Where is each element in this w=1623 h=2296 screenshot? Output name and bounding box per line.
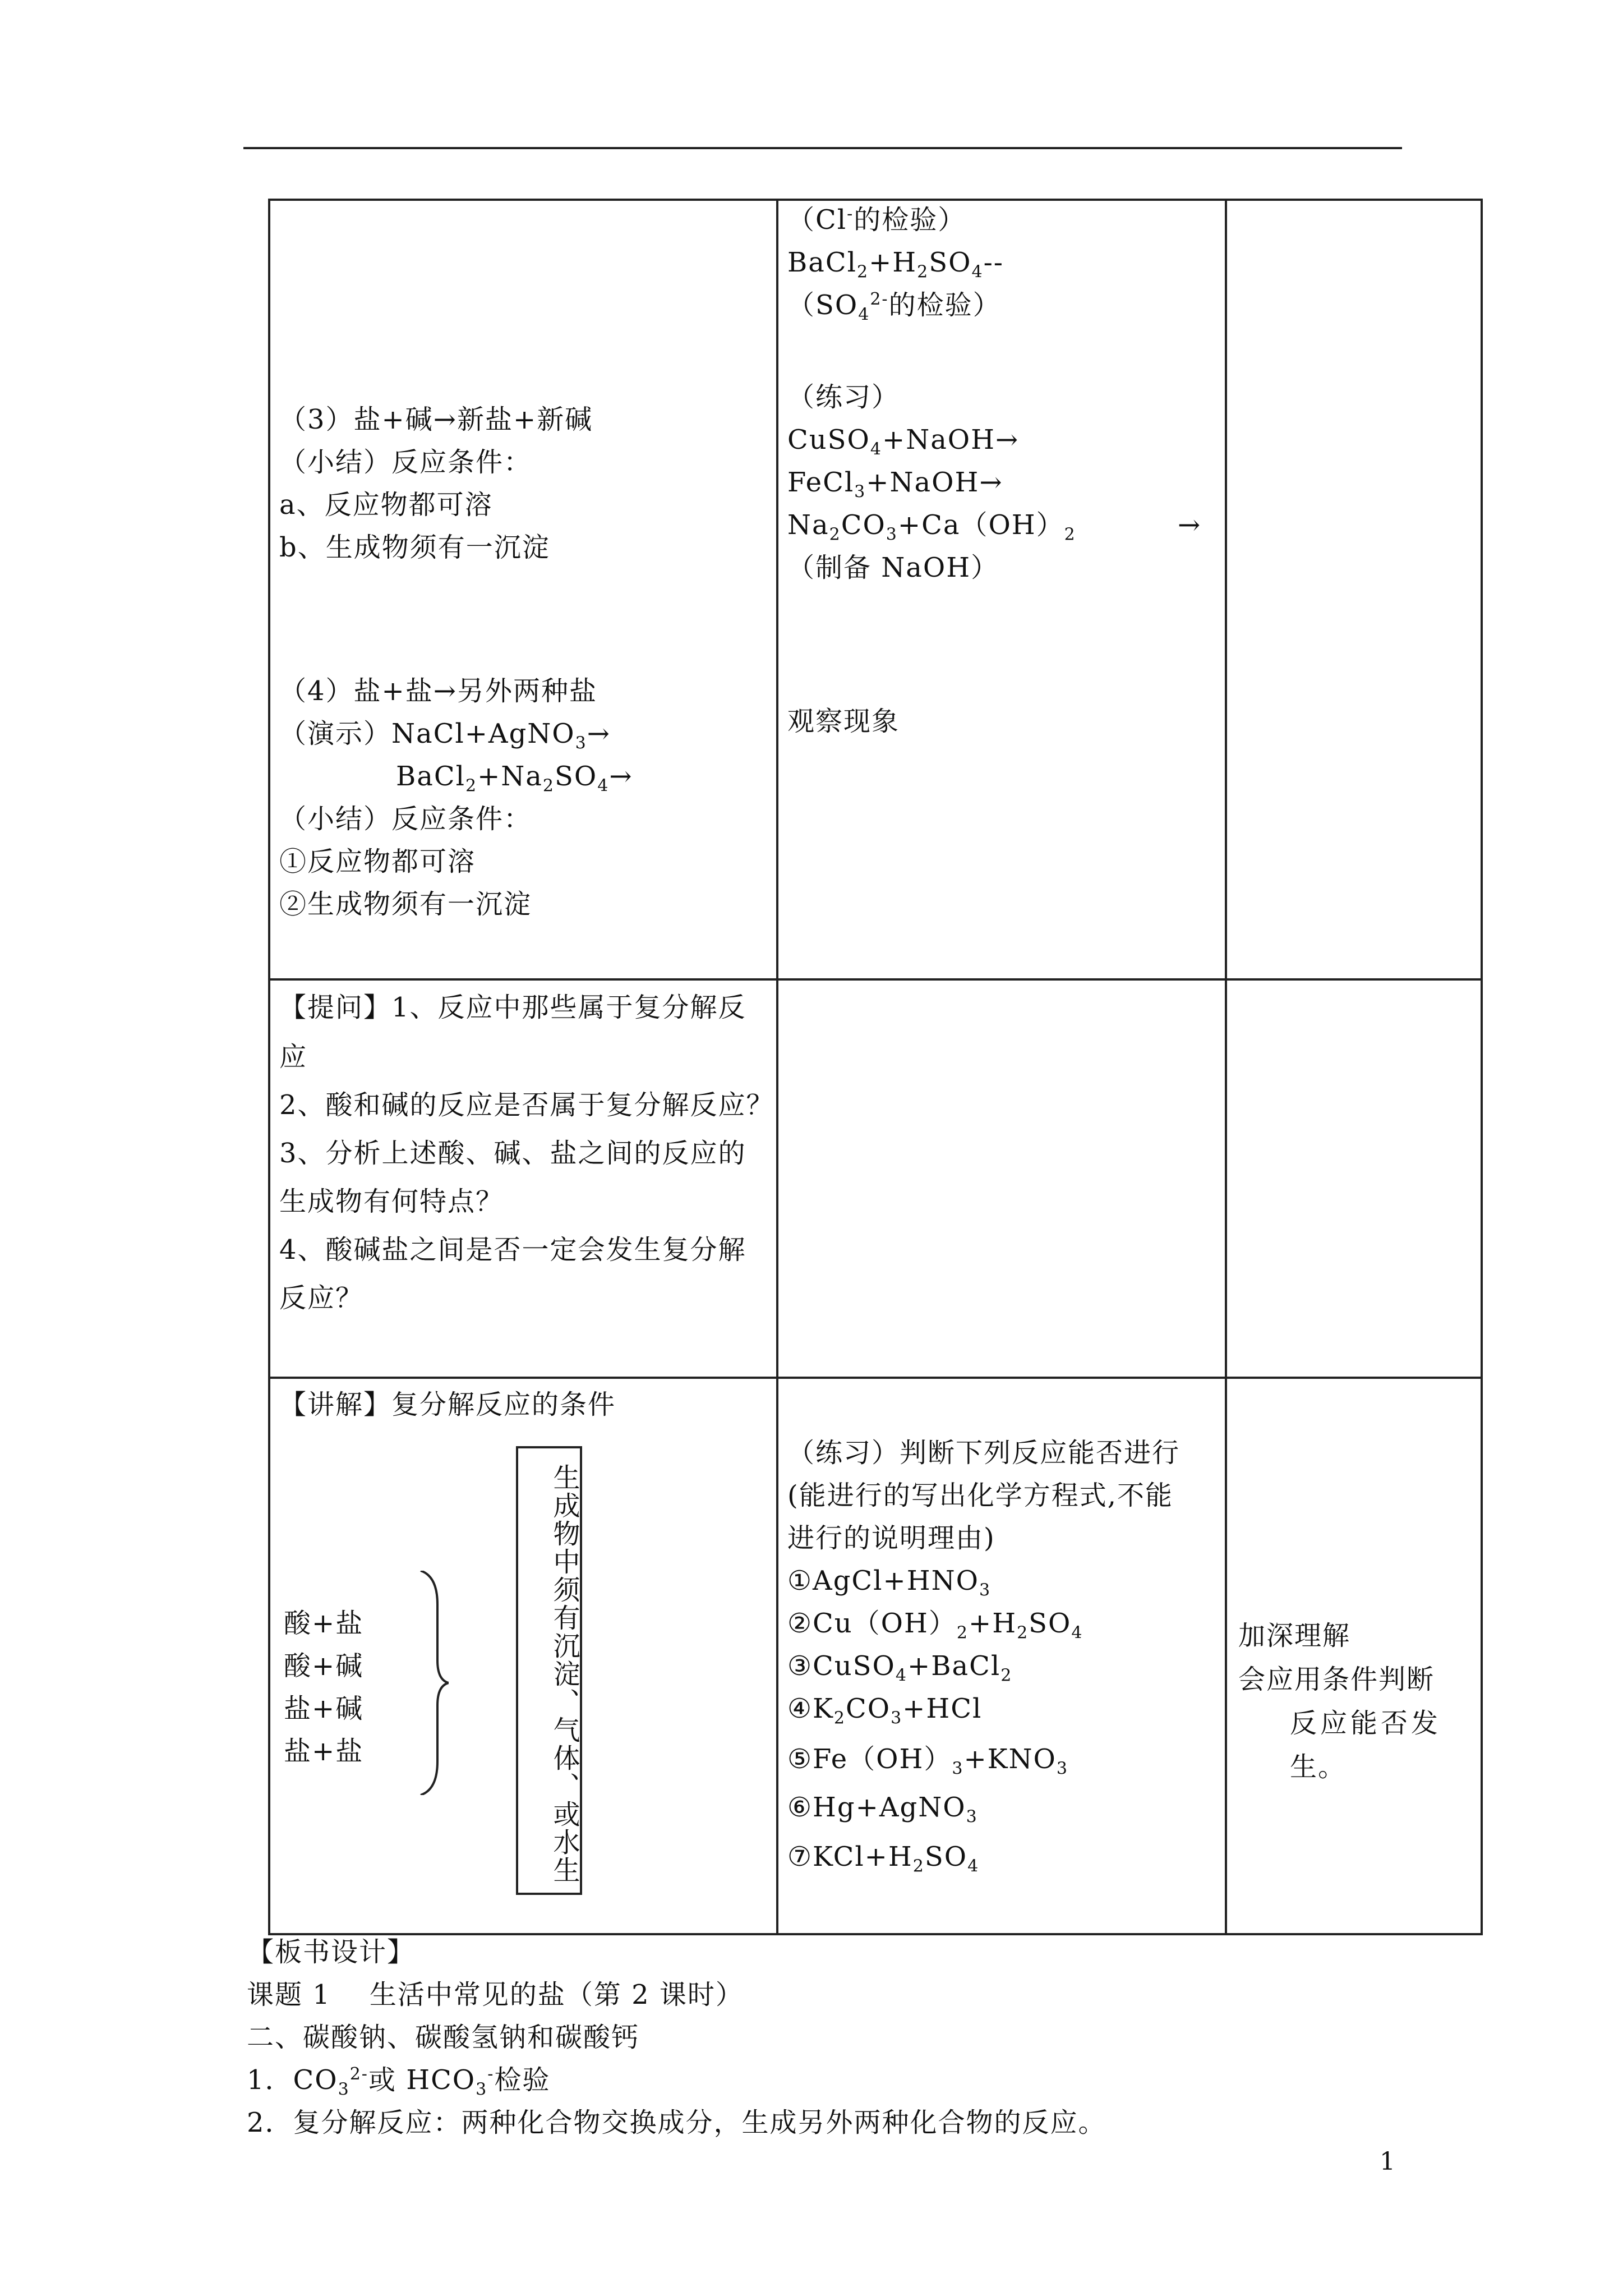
row2-line: 2、酸和碱的反应是否属于复分解反应？ <box>279 1089 774 1121</box>
cl-check-line: （Cl-的检验） <box>787 204 966 236</box>
agno3-demo: （演示）NaCl+AgNO <box>279 718 575 749</box>
exercise-item: $⑤Fe(OH)_3+KNO_3$ <box>787 1743 1068 1779</box>
board-item-1-tail: 检验 <box>494 2064 551 2096</box>
na2co3-line: $Na_2CO_3+Ca(OH)_2$ <box>787 509 1076 545</box>
observe-label: 观察现象 <box>787 706 900 737</box>
exercise-item: $⑦KCl+H_2SO_4$ <box>787 1841 980 1876</box>
row3-mid-line: 进行的说明理由) <box>787 1522 995 1554</box>
row1-left-line: ②生成物须有一沉淀 <box>279 889 532 920</box>
row1-left-line: （4）盐+盐→另外两种盐 <box>279 675 597 707</box>
table-border-right <box>1481 199 1483 1935</box>
pair-label: 酸+碱 <box>284 1650 364 1682</box>
arrow-icon: → <box>1178 509 1201 541</box>
exercise-item: ⑥Hg+AgNO$_3$ <box>787 1792 978 1827</box>
so4-check: （SO <box>787 289 859 321</box>
exercise-item: $①AgCl+HNO_3$ <box>787 1565 992 1600</box>
row2-line: 【提问】1、反应中那些属于复分解反 <box>279 992 746 1023</box>
pair-label: 盐+盐 <box>284 1736 364 1767</box>
cuso4: CuSO <box>787 424 870 455</box>
pair-label: 酸+盐 <box>284 1608 364 1639</box>
row2-line: 生成物有何特点？ <box>279 1186 504 1217</box>
board-title: 【板书设计】 <box>247 1936 416 1968</box>
table-border-left <box>268 199 270 1935</box>
row3-mid-line: （练习）判断下列反应能否进行 <box>787 1437 1181 1469</box>
right-note: 生。 <box>1290 1751 1347 1783</box>
practice-label: （练习） <box>787 381 900 413</box>
pair-label: 盐+碱 <box>284 1693 364 1724</box>
condition-box <box>516 1446 582 1895</box>
cl-check: （Cl <box>787 204 847 236</box>
row1-left-line: a、反应物都可溶 <box>279 489 493 521</box>
na2co3: Na <box>787 509 829 541</box>
header-rule <box>243 147 1402 149</box>
bacl2-h2so4-line: $BaCl_2+H_2SO_4--$ <box>787 247 1004 282</box>
row1-left-line: $BaCl_2+Na_2SO_4\to$ <box>396 761 633 796</box>
board-item-2: 2．复分解反应：两种化合物交换成分，生成另外两种化合物的反应。 <box>247 2107 1106 2138</box>
table-row-divider-2 <box>268 1377 1483 1379</box>
row1-left-line: （3）盐+碱→新盐+新碱 <box>279 404 593 435</box>
right-note: 会应用条件判断 <box>1238 1664 1435 1695</box>
condition-vertical-text: 生成物中须有沉淀、气体、或水生 <box>548 1464 580 1884</box>
bacl2: BaCl <box>787 247 857 278</box>
bacl2-demo: BaCl <box>396 761 465 792</box>
right-note: 加深理解 <box>1238 1620 1351 1651</box>
row1-left-line: （小结）反应条件： <box>279 803 532 835</box>
table-divider-2 <box>1225 199 1227 1935</box>
explain-title: 【讲解】复分解反应的条件 <box>279 1389 616 1420</box>
row1-left-line: b、生成物须有一沉淀 <box>279 532 550 563</box>
fecl3-line: FeCl$_3$+NaOH→ <box>787 467 1003 502</box>
fecl3: FeCl <box>787 467 855 498</box>
prepare-naoh: （制备 NaOH） <box>787 552 999 583</box>
row1-left-line: ①反应物都可溶 <box>279 846 476 877</box>
row2-line: 4、酸碱盐之间是否一定会发生复分解 <box>279 1234 746 1266</box>
table-border-bottom <box>268 1933 1483 1935</box>
board-lesson: 课题 1 生活中常见的盐（第 2 课时） <box>247 1979 744 2010</box>
row2-line: 3、分析上述酸、碱、盐之间的反应的 <box>279 1138 746 1169</box>
cuso4-line: CuSO$_4$+NaOH→ <box>787 424 1020 459</box>
right-brace-icon <box>415 1571 449 1795</box>
so4-check-tail: 的检验） <box>888 289 1001 321</box>
table-row-divider-1 <box>268 978 1483 981</box>
board-item-1: 1．$CO_3^{2-}$或 $HCO_3^-$检验 <box>247 2064 551 2100</box>
row1-left-line: （小结）反应条件： <box>279 447 532 478</box>
table-divider-1 <box>776 199 778 1935</box>
row3-mid-line: (能进行的写出化学方程式,不能 <box>787 1480 1173 1511</box>
row1-left-line: （演示）NaCl+AgNO$_3$→ <box>279 718 611 753</box>
exercise-item: $④K_2CO_3+HCl$ <box>787 1693 983 1728</box>
so4-check-line: （$SO_4^{2-}$的检验） <box>787 289 1001 325</box>
cl-check-tail: 的检验） <box>854 204 966 236</box>
right-note: 反应能否发 <box>1290 1708 1442 1739</box>
exercise-item: $②Cu(OH)_2+H_2SO_4$ <box>787 1608 1083 1643</box>
board-section: 二、碳酸钠、碳酸氢钠和碳酸钙 <box>247 2022 640 2053</box>
exercise-item: ③CuSO$_4$+BaCl$_2$ <box>787 1650 1013 1686</box>
row2-line: 反应？ <box>279 1282 364 1314</box>
row2-line: 应 <box>279 1041 308 1073</box>
page-number: 1 <box>1380 2147 1395 2176</box>
